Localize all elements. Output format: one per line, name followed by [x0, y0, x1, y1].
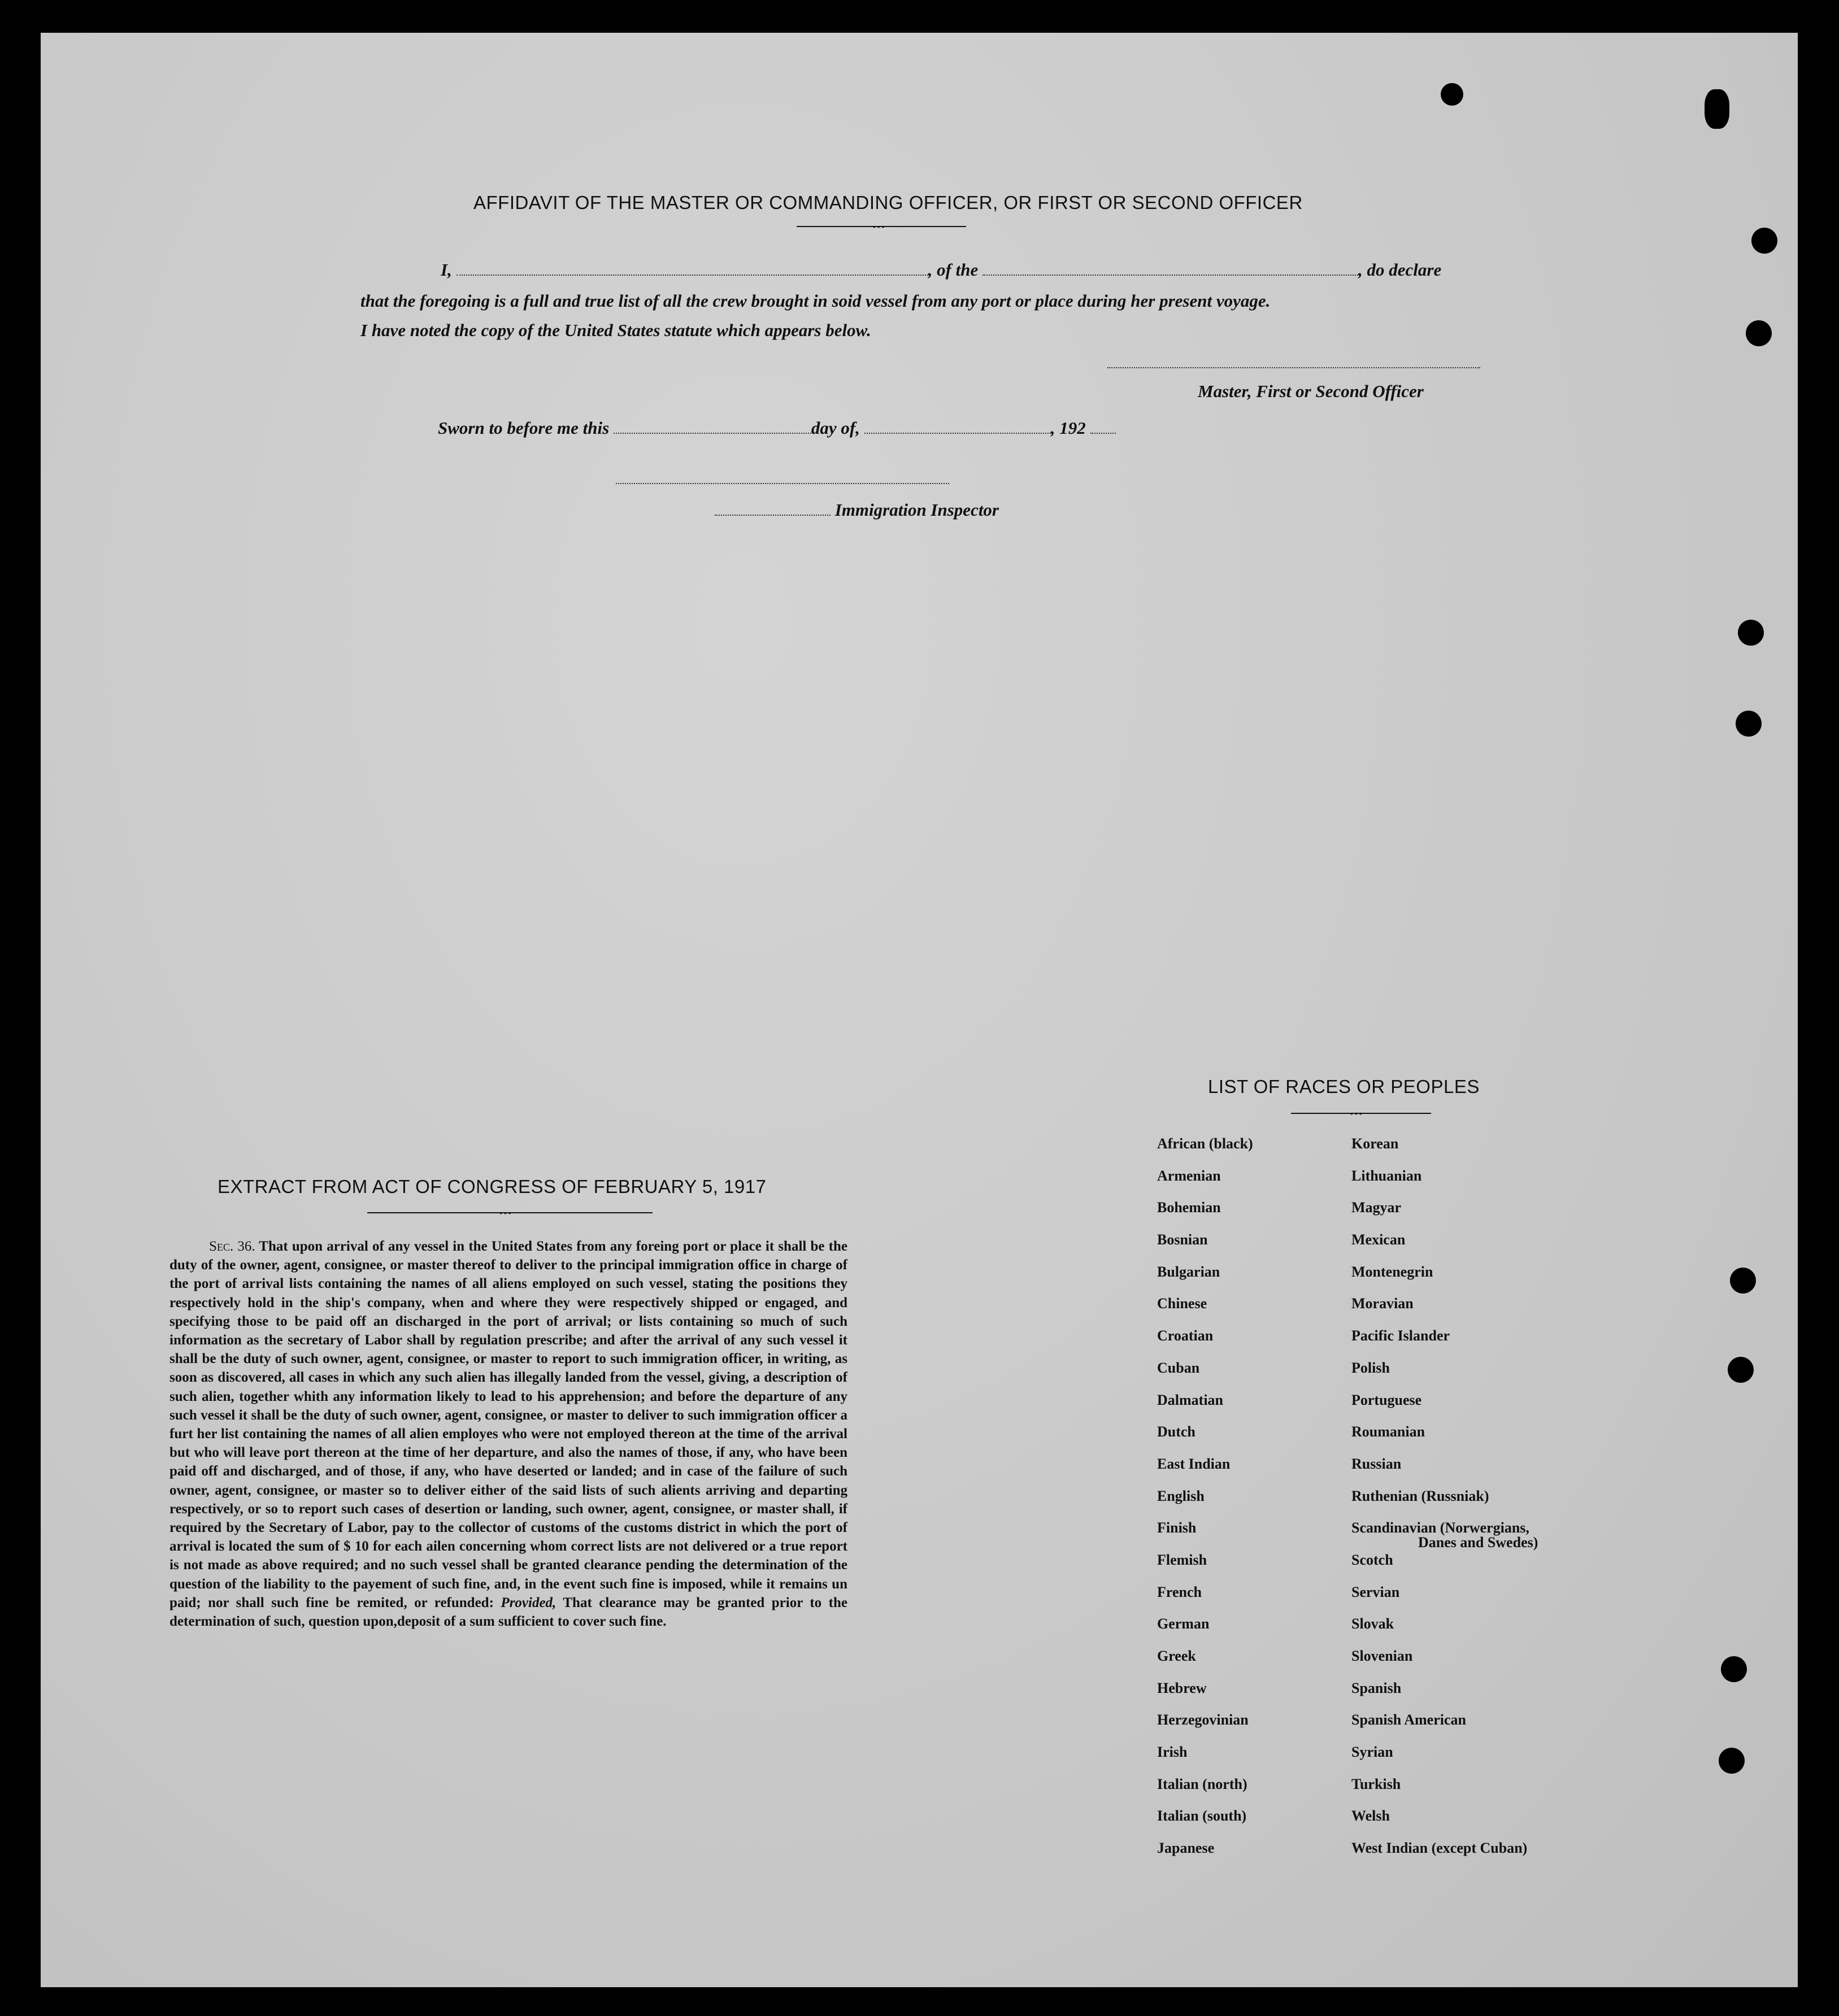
race-item: Bulgarian [1157, 1263, 1220, 1280]
declarant-line [441, 260, 1441, 280]
race-item: Croatian [1157, 1327, 1214, 1344]
race-item: Spanish American [1351, 1712, 1466, 1728]
sworn-prefix: Sworn to before me this [438, 418, 610, 438]
race-item: Lithuanian [1351, 1167, 1422, 1184]
race-item: East Indian [1157, 1455, 1231, 1472]
inspector-signature-field[interactable] [616, 483, 949, 484]
race-item: Ruthenian (Russniak) [1351, 1487, 1489, 1504]
race-item: Herzegovinian [1157, 1712, 1249, 1728]
race-item: Moravian [1351, 1295, 1414, 1312]
sworn-day-field[interactable] [614, 433, 811, 434]
race-item: Syrian [1351, 1744, 1393, 1761]
punch-hole [1441, 83, 1463, 106]
race-item: Welsh [1351, 1808, 1390, 1825]
punch-hole [1728, 1357, 1754, 1383]
divider-ornament: ••• [499, 1208, 513, 1217]
race-item: West Indian (except Cuban) [1351, 1840, 1528, 1857]
races-right-column [1351, 1135, 1538, 1872]
race-item: Mexican [1351, 1231, 1406, 1248]
act-title: EXTRACT FROM ACT OF CONGRESS OF FEBRUARY 5, 1917 [218, 1176, 767, 1197]
inspector-label: Immigration Inspector [834, 500, 999, 520]
race-item: Spanish [1351, 1679, 1402, 1696]
act-body-text-end: That clearance may be granted prior to the determination of such, question upon,deposit of a sum sufficient to cover such fine. [169, 1595, 848, 1630]
race-item: Polish [1351, 1359, 1390, 1376]
races-left-column [1157, 1135, 1253, 1872]
sworn-line [438, 418, 1116, 438]
race-item: Chinese [1157, 1295, 1207, 1312]
race-item: Pacific Islander [1351, 1327, 1450, 1344]
race-item: Japanese [1157, 1840, 1215, 1857]
sworn-day-label: day of, [811, 418, 860, 438]
race-item: Greek [1157, 1648, 1196, 1664]
sworn-month-field[interactable] [864, 433, 1051, 434]
punch-hole [1719, 1748, 1745, 1774]
race-item: Turkish [1351, 1775, 1401, 1792]
act-section-text [169, 1237, 847, 1631]
punch-hole [1705, 89, 1729, 129]
race-item: Scotch [1351, 1551, 1393, 1568]
race-item: Cuban [1157, 1359, 1200, 1376]
act-body-text: That upon arrival of any vessel in the United States from any foreing port or place it shall be the duty of the owner, agent, consignee, or master thereof to deliver to the principal immigration office in charge of the port of arrival lists containing the names of all aliens employed on such vessel, stating the positions they respectively hold in the ship's company, when and where they were respectively shipped or engaged, and specifying those to be paid off an discharged in the port of arrival; or lists containing so much of such information as the secretary of Labor shall by regulation prescribe; and after the arrival of any such vessel it shall be the duty of such owner, agent, consignee, or master to report to such immigration officer, in writing, as soon as discovered, all cases in which any such alien has illegally landed from the vessel, giving, a description of such alien, together whith any information likely to lead to his apprehension; and before the departure of any such vessel it shall be the duty of such owner, agent, consignee, or master to deliver to such immigration officer a furt her list containing the names of all alien employes who were not employed thereon at the time of the arrival but who will leave port thereon at the time of her departure, and also the names of those, if any, who have been paid off and discharged, and of those, if any, who have deserted or landed; and in case of the failure of such owner, agent, consignee, or master so to deliver either of the said lists of such alients arriving and departing respectively, or so to report such cases of desertion or landing, such owner, agent, consignee, or master shall, if required by the Secretary of Labor, pay to the collector of customs of the customs district in which the port of arrival is located the sum of $ 10 for each ailen concerning whom correct lists are not delivered or a true report is not made as above required; and no such vessel shall be granted clearance pending the determination of the question of the liability to the payement of such fine, and, in the event such fine is imposed, while it remains un paid; nor shall such fine be remited, or refunded: [169, 1239, 847, 1610]
race-item: African (black) [1157, 1135, 1253, 1152]
race-item: Armenian [1157, 1167, 1221, 1184]
race-item: Scandinavian (Norwergians, Danes and Swedes) [1351, 1519, 1538, 1551]
race-item: French [1157, 1583, 1202, 1600]
master-signature-label: Master, First or Second Officer [1198, 381, 1424, 401]
divider-ornament: ••• [1350, 1109, 1364, 1118]
punch-hole [1746, 320, 1772, 346]
race-item: Korean [1351, 1135, 1399, 1152]
punch-hole [1738, 620, 1764, 646]
affidavit-statute-note: I have noted the copy of the United States statute which appears below. [360, 320, 871, 340]
race-item: Bosnian [1157, 1231, 1208, 1248]
punch-hole [1721, 1656, 1747, 1682]
race-item: Roumanian [1351, 1423, 1425, 1440]
inspector-line [715, 500, 999, 520]
race-item: Italian (south) [1157, 1808, 1247, 1825]
punch-hole [1736, 711, 1762, 737]
race-item: Dalmatian [1157, 1391, 1223, 1408]
race-item: Irish [1157, 1744, 1188, 1761]
affidavit-title: AFFIDAVIT OF THE MASTER OR COMMANDING OFFICER, OR FIRST OR SECOND OFFICER [473, 192, 1303, 213]
race-item: Slovenian [1351, 1648, 1413, 1664]
affidavit-statement: that the foregoing is a full and true list of all the crew brought in soid vessel from any port or place during her present voyage. [360, 291, 1271, 311]
race-item: Hebrew [1157, 1679, 1207, 1696]
race-item: Portuguese [1351, 1391, 1422, 1408]
punch-hole [1751, 228, 1777, 254]
divider-ornament: ••• [873, 222, 886, 231]
declarant-name-field[interactable] [457, 275, 928, 276]
race-item: Italian (north) [1157, 1775, 1247, 1792]
declarant-i-label: I, [441, 260, 452, 280]
inspector-name-field[interactable] [715, 515, 831, 516]
provided-label: Provided, [501, 1595, 557, 1610]
race-item: Montenegrin [1351, 1263, 1433, 1280]
race-item: Dutch [1157, 1423, 1195, 1440]
race-item: Magyar [1351, 1199, 1402, 1216]
of-the-label: , of the [928, 260, 979, 280]
race-item: Slovak [1351, 1616, 1394, 1632]
race-item: Finish [1157, 1519, 1197, 1536]
races-title: LIST OF RACES OR PEOPLES [1208, 1076, 1480, 1097]
sworn-year-label: , 192 [1050, 418, 1086, 438]
race-item: Bohemian [1157, 1199, 1221, 1216]
section-label: Sec. 36. [209, 1239, 255, 1254]
vessel-name-field[interactable] [982, 275, 1358, 276]
sworn-year-field[interactable] [1090, 433, 1116, 434]
race-item: English [1157, 1487, 1205, 1504]
master-signature-field[interactable] [1107, 367, 1480, 368]
race-item: Servian [1351, 1583, 1400, 1600]
race-item: German [1157, 1616, 1210, 1632]
punch-hole [1730, 1268, 1756, 1294]
race-item: Russian [1351, 1455, 1402, 1472]
race-item: Flemish [1157, 1551, 1207, 1568]
declare-label: , do declare [1358, 260, 1442, 280]
